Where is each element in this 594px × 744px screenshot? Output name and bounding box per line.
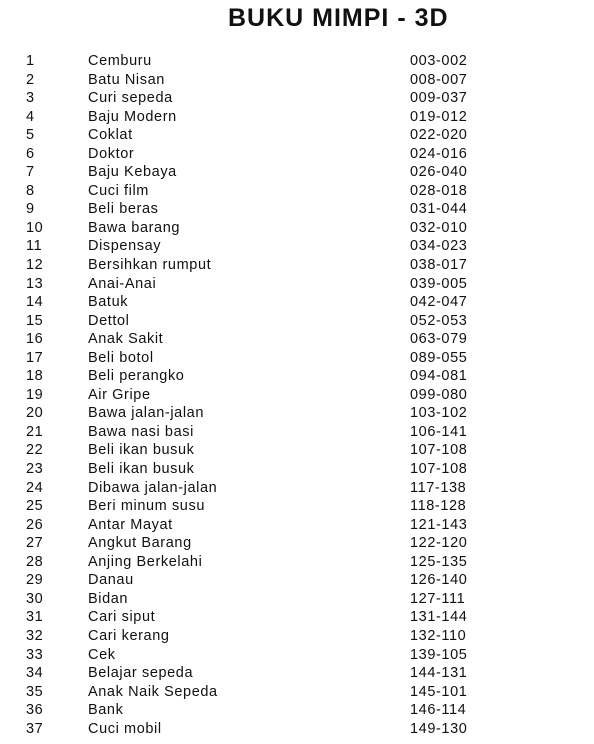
dream-code: 031-044 bbox=[410, 201, 468, 218]
dream-code: 126-140 bbox=[410, 572, 468, 589]
dream-name: Danau bbox=[88, 572, 134, 589]
dream-name: Bawa barang bbox=[88, 219, 181, 236]
dream-code: 122-120 bbox=[410, 535, 468, 552]
list-item bbox=[0, 182, 594, 201]
dream-name: Bersihkan rumput bbox=[88, 257, 212, 274]
item-number: 10 bbox=[26, 219, 44, 236]
item-number: 14 bbox=[26, 294, 44, 311]
list-item bbox=[0, 553, 594, 572]
list-item bbox=[0, 479, 594, 498]
dream-name: Cari kerang bbox=[88, 627, 170, 644]
list-item bbox=[0, 571, 594, 590]
item-number: 20 bbox=[26, 405, 44, 422]
dream-code: 127-111 bbox=[410, 590, 466, 607]
item-number: 9 bbox=[26, 201, 35, 218]
item-number: 11 bbox=[26, 238, 43, 255]
dream-code: 107-108 bbox=[410, 442, 468, 459]
item-number: 7 bbox=[26, 164, 35, 181]
dream-name: Cek bbox=[88, 646, 116, 663]
dream-code: 039-005 bbox=[410, 275, 468, 292]
list-item bbox=[0, 256, 594, 275]
list-item bbox=[0, 534, 594, 553]
item-number: 31 bbox=[26, 609, 44, 626]
item-number: 24 bbox=[26, 479, 44, 496]
list-item bbox=[0, 145, 594, 164]
list-item bbox=[0, 219, 594, 238]
dream-code: 144-131 bbox=[410, 665, 468, 682]
dream-name: Belajar sepeda bbox=[88, 665, 194, 682]
list-item bbox=[0, 423, 594, 442]
item-number: 34 bbox=[26, 665, 44, 682]
dream-code: 139-105 bbox=[410, 646, 468, 663]
dream-name: Batu Nisan bbox=[88, 71, 165, 88]
dream-code: 024-016 bbox=[410, 145, 468, 162]
dream-code: 003-002 bbox=[410, 53, 468, 69]
item-number: 23 bbox=[26, 461, 44, 478]
item-number: 22 bbox=[26, 442, 44, 459]
item-number: 3 bbox=[26, 90, 35, 107]
dream-code: 146-114 bbox=[410, 702, 467, 719]
item-number: 1 bbox=[26, 53, 35, 69]
list-item bbox=[0, 664, 594, 683]
dream-name: Curi sepeda bbox=[88, 90, 173, 107]
dream-code: 132-110 bbox=[410, 627, 467, 644]
dream-name: Cuci mobil bbox=[88, 720, 162, 737]
list-item bbox=[0, 330, 594, 349]
dream-name: Beli ikan busuk bbox=[88, 442, 195, 459]
item-number: 16 bbox=[26, 331, 44, 348]
list-item bbox=[0, 701, 594, 720]
dream-name: Beli perangko bbox=[88, 368, 185, 385]
list-item bbox=[0, 516, 594, 535]
dream-name: Anjing Berkelahi bbox=[88, 553, 203, 570]
dream-name: Bawa jalan-jalan bbox=[88, 405, 204, 422]
item-number: 28 bbox=[26, 553, 44, 570]
list-item bbox=[0, 590, 594, 609]
list-item bbox=[0, 627, 594, 646]
item-number: 4 bbox=[26, 108, 35, 125]
list-item bbox=[0, 126, 594, 145]
dream-code: 032-010 bbox=[410, 219, 468, 236]
dream-code: 042-047 bbox=[410, 294, 468, 311]
dream-name: Batuk bbox=[88, 294, 129, 311]
item-number: 27 bbox=[26, 535, 44, 552]
list-item bbox=[0, 71, 594, 90]
dream-name: Anak Sakit bbox=[88, 331, 164, 348]
dream-name: Beli ikan busuk bbox=[88, 461, 195, 478]
list-item bbox=[0, 608, 594, 627]
list-item bbox=[0, 312, 594, 331]
dream-code: 028-018 bbox=[410, 182, 468, 199]
item-number: 19 bbox=[26, 386, 44, 403]
dream-name: Cuci film bbox=[88, 182, 149, 199]
dream-name: Bawa nasi basi bbox=[88, 423, 194, 440]
dream-code: 121-143 bbox=[410, 516, 468, 533]
dream-code: 125-135 bbox=[410, 553, 468, 570]
item-number: 37 bbox=[26, 720, 44, 737]
dream-name: Dispensay bbox=[88, 238, 162, 255]
dream-code: 149-130 bbox=[410, 720, 468, 737]
dream-name: Angkut Barang bbox=[88, 535, 192, 552]
dream-code: 026-040 bbox=[410, 164, 468, 181]
list-item bbox=[0, 386, 594, 405]
item-number: 33 bbox=[26, 646, 44, 663]
dream-code: 145-101 bbox=[410, 683, 468, 700]
item-number: 35 bbox=[26, 683, 44, 700]
dream-name: Beri minum susu bbox=[88, 498, 205, 515]
dream-name: Anak Naik Sepeda bbox=[88, 683, 218, 700]
item-number: 21 bbox=[26, 423, 44, 440]
list-item bbox=[0, 460, 594, 479]
list-item bbox=[0, 683, 594, 702]
dream-code: 106-141 bbox=[410, 423, 468, 440]
list-item bbox=[0, 108, 594, 127]
dream-code: 099-080 bbox=[410, 386, 468, 403]
dream-code: 019-012 bbox=[410, 108, 468, 125]
list-item bbox=[0, 293, 594, 312]
dream-code: 094-081 bbox=[410, 368, 468, 385]
list-item bbox=[0, 52, 594, 71]
list-item bbox=[0, 441, 594, 460]
dream-name: Bank bbox=[88, 702, 124, 719]
list-item bbox=[0, 275, 594, 294]
dream-code: 038-017 bbox=[410, 257, 468, 274]
item-number: 6 bbox=[26, 145, 35, 162]
dream-list bbox=[0, 52, 594, 738]
dream-code: 022-020 bbox=[410, 127, 468, 144]
dream-name: Baju Kebaya bbox=[88, 164, 177, 181]
dream-name: Air Gripe bbox=[88, 386, 151, 403]
item-number: 32 bbox=[26, 627, 44, 644]
list-item bbox=[0, 349, 594, 368]
item-number: 17 bbox=[26, 349, 44, 366]
dream-name: Dettol bbox=[88, 312, 130, 329]
dream-code: 034-023 bbox=[410, 238, 468, 255]
list-item bbox=[0, 200, 594, 219]
dream-name: Cemburu bbox=[88, 53, 152, 69]
dream-name: Doktor bbox=[88, 145, 135, 162]
dream-name: Beli botol bbox=[88, 349, 154, 366]
dream-code: 131-144 bbox=[410, 609, 468, 626]
item-number: 29 bbox=[26, 572, 44, 589]
item-number: 2 bbox=[26, 71, 35, 88]
list-item bbox=[0, 89, 594, 108]
dream-name: Baju Modern bbox=[88, 108, 177, 125]
dream-code: 117-138 bbox=[410, 479, 467, 496]
list-item bbox=[0, 404, 594, 423]
dream-code: 063-079 bbox=[410, 331, 468, 348]
dream-code: 107-108 bbox=[410, 461, 468, 478]
dream-name: Anai-Anai bbox=[88, 275, 157, 292]
item-number: 5 bbox=[26, 127, 35, 144]
item-number: 15 bbox=[26, 312, 44, 329]
list-item bbox=[0, 646, 594, 665]
list-item bbox=[0, 163, 594, 182]
item-number: 30 bbox=[26, 590, 44, 607]
dream-code: 118-128 bbox=[410, 498, 467, 515]
dream-name: Dibawa jalan-jalan bbox=[88, 479, 218, 496]
dream-name: Bidan bbox=[88, 590, 129, 607]
dream-name: Coklat bbox=[88, 127, 133, 144]
page-title: BUKU MIMPI - 3D bbox=[228, 4, 449, 32]
list-item bbox=[0, 237, 594, 256]
item-number: 18 bbox=[26, 368, 44, 385]
dream-name: Beli beras bbox=[88, 201, 159, 218]
dream-code: 089-055 bbox=[410, 349, 468, 366]
list-item bbox=[0, 367, 594, 386]
dream-code: 052-053 bbox=[410, 312, 468, 329]
item-number: 12 bbox=[26, 257, 44, 274]
dream-code: 103-102 bbox=[410, 405, 468, 422]
item-number: 36 bbox=[26, 702, 44, 719]
dream-code: 009-037 bbox=[410, 90, 468, 107]
item-number: 13 bbox=[26, 275, 44, 292]
dream-name: Cari siput bbox=[88, 609, 156, 626]
dream-code: 008-007 bbox=[410, 71, 468, 88]
dream-name: Antar Mayat bbox=[88, 516, 173, 533]
item-number: 26 bbox=[26, 516, 44, 533]
item-number: 25 bbox=[26, 498, 44, 515]
list-item bbox=[0, 720, 594, 739]
list-item bbox=[0, 497, 594, 516]
item-number: 8 bbox=[26, 182, 35, 199]
